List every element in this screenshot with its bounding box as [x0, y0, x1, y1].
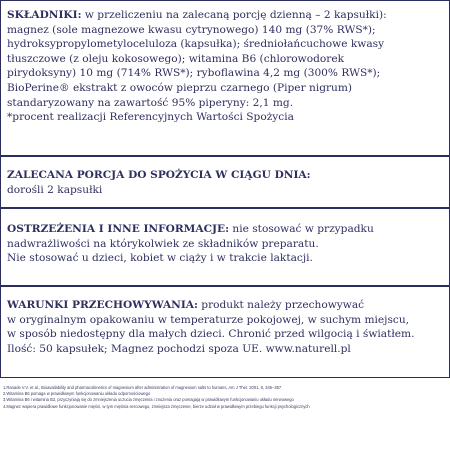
footnote: 2.Witamina B6 pomaga w prawidłowym funkcjonowaniu układu odpornościowego — [3, 391, 151, 397]
section-zalecana-porcja — [7, 168, 445, 197]
section-divider — [0, 285, 450, 287]
section-first-line — [7, 298, 445, 313]
section-text: w przeliczeniu na zalecaną porcję dzienną – 2 kapsułki): — [81, 9, 387, 21]
section-text: magnez (sole magnezowe kwasu cytrynowego) 140 mg (37% RWS*); — [7, 23, 376, 36]
section-text: standaryzowany na zawartość 95% piperyny: 2,1 mg. — [7, 96, 294, 109]
section-divider — [0, 207, 450, 209]
section-heading: ZALECANA PORCJA DO SPOŻYCIA W CIĄGU DNIA: — [7, 169, 311, 181]
section-heading: OSTRZEŻENIA I INNE INFORMACJE: — [7, 223, 230, 235]
footnote: 1.Ranade V.V. et al., Bioavailability and pharmacokinetics of magnesium after administration of magnesium salts to humans, Am J Ther. 2001, 8, 345–357 — [3, 385, 282, 390]
section-text: Nie stosować u dzieci, kobiet w ciąży i w trakcie laktacji. — [7, 252, 313, 265]
section-text: w sposób niedostępny dla małych dzieci. Chronić przed wilgocią i światłem. — [7, 328, 415, 341]
section-text: produkt należy przechowywać — [197, 299, 365, 311]
section-warunki-przechowywania — [7, 298, 445, 356]
section-ostrzezenia — [7, 222, 445, 266]
section-first-line — [7, 222, 445, 237]
section-text: w oryginalnym opakowaniu w temperaturze pokojowej, w suchym miejscu, — [7, 313, 410, 326]
section-heading: SKŁADNIKI: — [7, 9, 82, 21]
section-skladniki — [7, 8, 445, 125]
footnotes — [3, 385, 443, 410]
section-text: hydroksypropylometyloceluloza (kapsułka); średniołańcuchowe kwasy — [7, 38, 385, 51]
section-text: tłuszczowe (z oleju kokosowego); witamina B6 (chlorowodorek — [7, 52, 345, 65]
section-text: pirydoksyny) 10 mg (714% RWS*); ryboflawina 4,2 mg (300% RWS*); — [7, 67, 381, 80]
section-text: *procent realizacji Referencyjnych Wartości Spożycia — [7, 111, 294, 124]
footnote: 3.Witamina B6 i witamina B2, przyczyniają się do zmniejszenia uczucia zmęczenia i znużenia oraz pomagają w prawidłowym funkcjonowaniu układu nerwowego — [3, 397, 294, 403]
section-first-line — [7, 8, 445, 23]
section-first-line — [7, 168, 445, 183]
section-text: nadwrażliwości na którykolwiek ze składników preparatu. — [7, 237, 319, 250]
footnote: 4.Magnez wspiera prawidłowe funkcjonowanie mięśni, w tym mięśnia sercowego, zmniejsza zmęczenie; bierze udział w prawidłowym przebiegu funkcji psychologicznych — [3, 403, 310, 409]
section-divider — [0, 155, 450, 157]
section-text: Ilość: 50 kapsułek; Magnez pochodzi spoza UE. www.naturell.pl — [7, 342, 351, 355]
section-heading: WARUNKI PRZECHOWYWANIA: — [7, 299, 198, 311]
section-text: BioPerine® ekstrakt z owoców pieprzu czarnego (Piper nigrum) — [7, 81, 353, 94]
section-text: nie stosować w przypadku — [229, 223, 374, 235]
section-text: dorośli 2 kapsułki — [7, 183, 103, 196]
